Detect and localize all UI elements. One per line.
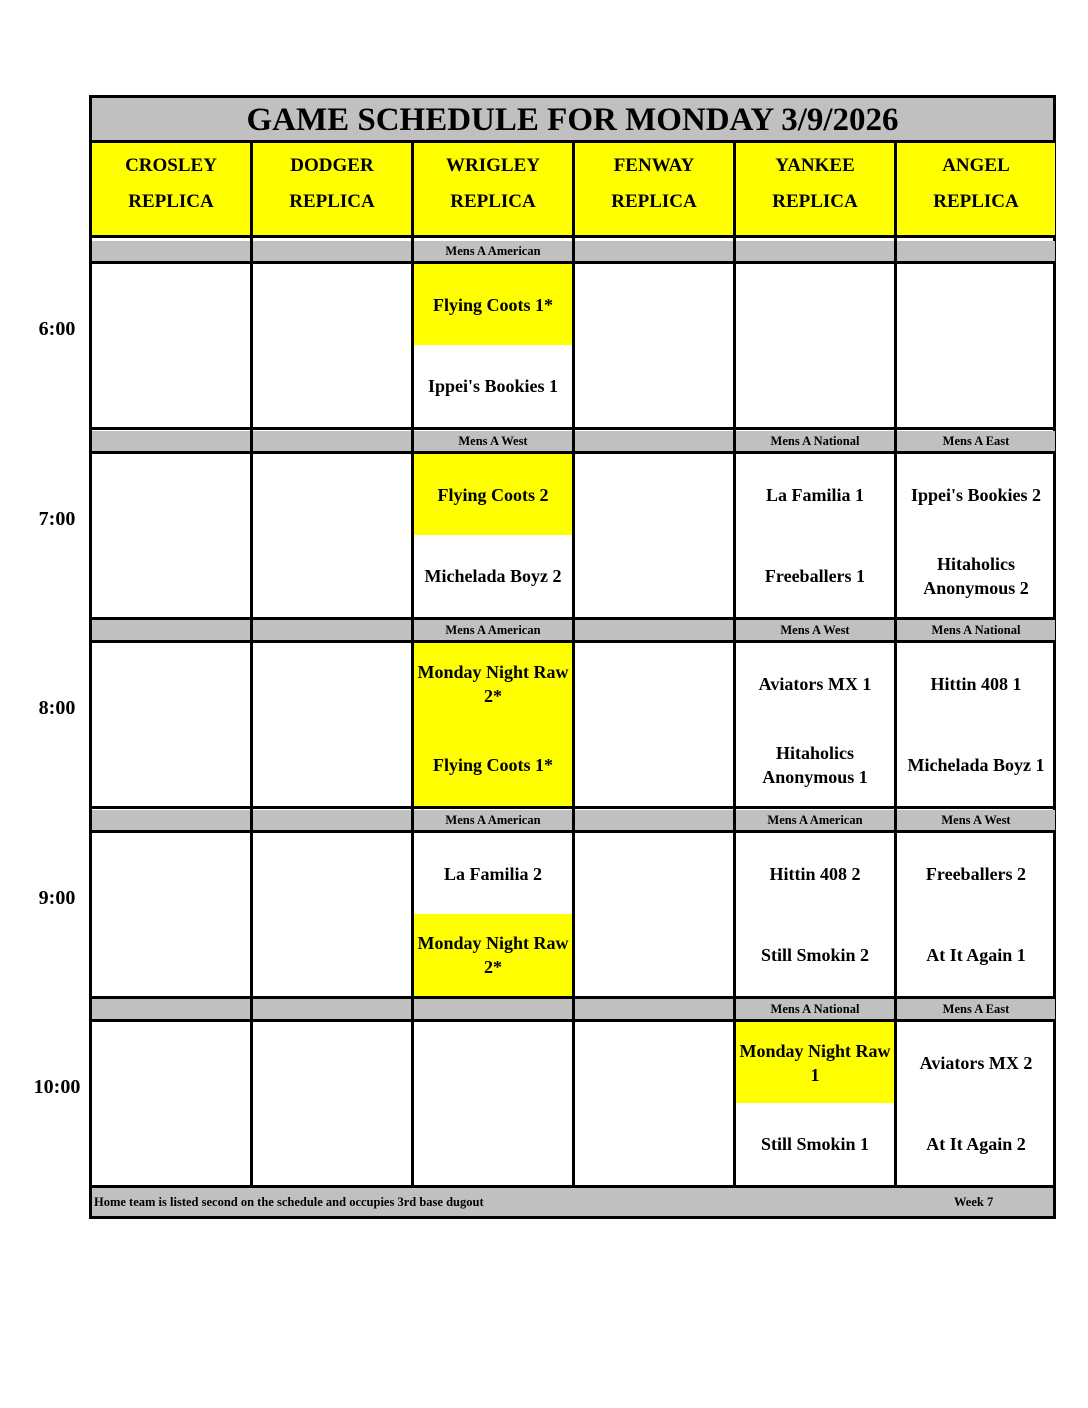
field-name: WRIGLEY (446, 155, 540, 176)
division-label: Mens A East (897, 431, 1055, 451)
page-title: GAME SCHEDULE FOR MONDAY 3/9/2026 (92, 98, 1053, 143)
division-label (897, 241, 1055, 261)
away-team-cell: Freeballers 2 (925, 863, 1027, 884)
home-team-cell: Michelada Boyz 1 (907, 755, 1045, 775)
field-name: DODGER (290, 155, 374, 176)
away-team-cell: Monday Night Raw 2* (414, 643, 572, 724)
time-column (0, 0, 90, 1408)
field-subtitle: REPLICA (611, 191, 697, 212)
division-label (253, 999, 411, 1019)
footer-note: Home team is listed second on the schedule and occupies 3rd base dugout (94, 1195, 484, 1209)
row-divider-line (92, 1185, 1053, 1188)
column-divider-line (411, 143, 414, 1185)
footer-bar (92, 1188, 1053, 1216)
week-label: Week 7 (954, 1195, 994, 1209)
away-team-cell: Flying Coots 1* (414, 264, 572, 345)
away-team-cell: Ippei's Bookies 2 (910, 484, 1042, 505)
schedule-table (89, 95, 1056, 1219)
field-name: FENWAY (613, 155, 695, 176)
division-label: Mens A West (736, 620, 894, 640)
away-team-cell: Hittin 408 1 (930, 673, 1022, 694)
field-header-fenway (575, 143, 733, 235)
field-subtitle: REPLICA (128, 191, 214, 212)
division-label (575, 241, 733, 261)
column-divider-line (572, 143, 575, 1185)
division-label: Mens A American (736, 810, 894, 830)
division-label (575, 620, 733, 640)
time-label-800: 8:00 (38, 697, 76, 719)
field-subtitle: REPLICA (933, 191, 1019, 212)
division-label: Mens A National (736, 431, 894, 451)
division-label (92, 810, 250, 830)
division-label: Mens A National (897, 620, 1055, 640)
division-label (414, 999, 572, 1019)
division-label: Mens A West (897, 810, 1055, 830)
time-label-1000: 10:00 (33, 1076, 81, 1098)
column-divider-line (733, 143, 736, 1185)
home-team-cell: Flying Coots 1* (414, 724, 572, 806)
away-team-cell: Aviators MX 1 (758, 673, 872, 694)
division-label (253, 241, 411, 261)
division-label (92, 241, 250, 261)
away-team-cell: Flying Coots 2 (414, 454, 572, 535)
away-team-cell: Aviators MX 2 (919, 1052, 1033, 1073)
field-name: CROSLEY (125, 155, 217, 176)
division-label (736, 241, 894, 261)
home-team-cell: Freeballers 1 (764, 566, 866, 586)
division-label: Mens A American (414, 620, 572, 640)
field-subtitle: REPLICA (450, 191, 536, 212)
home-team-cell: At It Again 1 (926, 945, 1026, 965)
field-header-angel (897, 143, 1055, 235)
column-divider-line (250, 143, 253, 1185)
column-divider-line (894, 143, 897, 1185)
field-subtitle: REPLICA (772, 191, 858, 212)
home-team-cell: Michelada Boyz 2 (424, 566, 562, 586)
division-label (92, 999, 250, 1019)
field-subtitle: REPLICA (289, 191, 375, 212)
time-label-700: 7:00 (38, 508, 76, 530)
field-name: ANGEL (942, 155, 1010, 176)
time-label-900: 9:00 (38, 887, 76, 909)
division-label: Mens A West (414, 431, 572, 451)
division-label: Mens A American (414, 810, 572, 830)
away-team-cell: La Familia 1 (766, 484, 864, 505)
division-label: Mens A American (414, 241, 572, 261)
field-header-dodger (253, 143, 411, 235)
field-name: YANKEE (775, 155, 855, 176)
division-label (575, 810, 733, 830)
home-team-cell: At It Again 2 (926, 1134, 1026, 1154)
away-team-cell: La Familia 2 (444, 863, 542, 884)
home-team-cell: Hitaholics Anonymous 1 (762, 743, 868, 787)
away-team-cell: Hittin 408 2 (769, 863, 861, 884)
division-label: Mens A East (897, 999, 1055, 1019)
home-team-cell: Still Smokin 2 (760, 945, 870, 965)
home-team-cell: Ippei's Bookies 1 (427, 376, 559, 396)
division-label (575, 431, 733, 451)
division-label (92, 620, 250, 640)
division-label: Mens A National (736, 999, 894, 1019)
field-header-yankee (736, 143, 894, 235)
division-label (253, 431, 411, 451)
division-label (253, 810, 411, 830)
field-header-crosley (92, 143, 250, 235)
division-label (575, 999, 733, 1019)
division-label (92, 431, 250, 451)
field-header-wrigley (414, 143, 572, 235)
home-team-cell: Monday Night Raw 2* (414, 914, 572, 996)
home-team-cell: Hitaholics Anonymous 2 (923, 554, 1029, 598)
division-label (253, 620, 411, 640)
time-label-600: 6:00 (38, 318, 76, 340)
away-team-cell: Monday Night Raw 1 (736, 1022, 894, 1103)
home-team-cell: Still Smokin 1 (760, 1134, 870, 1154)
